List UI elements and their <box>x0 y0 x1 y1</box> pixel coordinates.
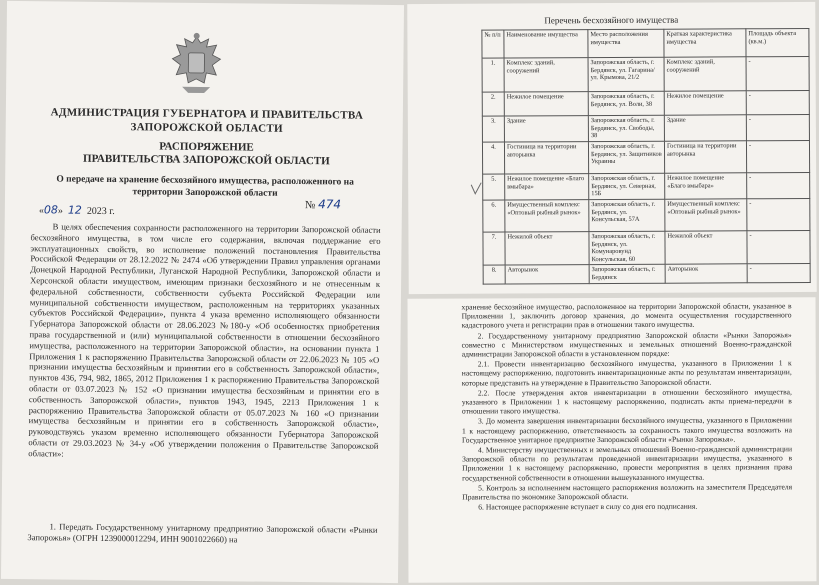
table-cell: Комплекс зданий, сооружений <box>504 58 588 92</box>
clause-paragraph: 2. Государственному унитарному предприятию Запорожской области «Рынки Запорожья» совместно с Министерством имущественных и земельных отношений Военно-гражданской администрации Запорожской области в установленном порядке: <box>461 329 792 359</box>
administration-title-line: ЗАПОРОЖСКОЙ ОБЛАСТИ <box>130 121 283 135</box>
column-header: Краткая характеристика имущества <box>664 29 746 57</box>
table-cell: Гостиница на территории авторынка <box>504 142 588 174</box>
clauses-text <box>462 301 793 513</box>
table-cell: Нежилое помещение «Благо вмыбара» <box>665 173 747 199</box>
table-cell: - <box>747 198 810 230</box>
column-header: № п/п <box>482 30 504 58</box>
table-row <box>482 114 809 142</box>
table-cell: Имущественный комплекс «Оптовый рыбный рынок» <box>665 199 747 231</box>
table-cell: - <box>746 90 809 114</box>
document-type-line: ПРАВИТЕЛЬСТВА ЗАПОРОЖСКОЙ ОБЛАСТИ <box>82 152 330 168</box>
table-cell: Запорожская область, г. Бердянск <box>589 265 665 284</box>
appendix-title: Перечень бесхозяйного имущества <box>544 14 679 26</box>
date-quote: » <box>57 205 63 217</box>
column-header: Наименование имущества <box>504 30 588 58</box>
document-type-line: РАСПОРЯЖЕНИЕ <box>159 140 254 154</box>
number-value: 474 <box>318 197 342 212</box>
document-page-first <box>1 1 404 583</box>
document-type-heading <box>31 139 381 169</box>
table-cell: Здание <box>664 115 746 141</box>
table-cell: Гостиница на территории авторынка <box>664 141 746 173</box>
table-cell: Нежилое помещение <box>504 92 588 116</box>
table-cell: Нежилое помещение «Благо вмыбара» <box>505 174 589 200</box>
table-cell: 7. <box>483 232 505 265</box>
table-cell: Запорожская область, г. Бердянск, ул. Свободы, 38 <box>588 115 664 141</box>
column-header: Площадь объекта (кв.м.) <box>746 28 809 56</box>
clause-1-paragraph: 1. Передать Государственному унитарному предприятию Запорожской области «Рынки Запорожья» (ОГРН 1239000012294, ИНН 9001022660) на <box>27 521 378 545</box>
table-cell: 3. <box>482 116 504 142</box>
column-header: Место расположения имущества <box>588 29 664 57</box>
table-row <box>482 56 809 92</box>
table-cell: Запорожская область, г. Бердянск, ул. Комунаровунд Консульская, 60 <box>589 231 665 265</box>
document-number <box>305 197 341 211</box>
table-cell: - <box>746 114 809 140</box>
table-row <box>483 264 810 284</box>
table-cell: - <box>747 230 810 264</box>
table-cell: - <box>746 56 809 90</box>
table-cell: - <box>747 172 810 198</box>
table-cell: Нежилой объект <box>505 232 589 266</box>
table-cell: Запорожская область, г. Бердянск, ул. Воли, 38 <box>588 91 664 115</box>
table-cell: Комплекс зданий, сооружений <box>664 57 746 91</box>
table-cell: Запорожская область, г. Бердянск, ул. Консульская, 57А <box>589 199 665 231</box>
date-month: 12 <box>67 203 82 217</box>
administration-title <box>32 105 382 137</box>
document-date <box>39 203 115 217</box>
table-cell: 4. <box>482 142 504 174</box>
table-row <box>483 198 810 232</box>
coat-of-arms-emblem <box>164 31 229 98</box>
handwritten-tick-icon <box>470 182 482 196</box>
table-cell: - <box>747 264 810 283</box>
table-cell: Здание <box>504 116 588 142</box>
date-quote: « <box>38 205 44 217</box>
clause-paragraph: 2.2. После утверждения актов инвентаризации в отношении бесхозяйного имущества, указанного в Приложении 1 к настоящему распоряжению, подписать акты приема-передачи в отношении такого имущества. <box>461 387 792 416</box>
table-cell: Запорожская область, г. Бердянск, ул. Северная, 15Б <box>589 173 665 199</box>
table-cell: 5. <box>483 174 505 200</box>
clause-paragraph: 2.1. Провести инвентаризацию бесхозяйного имущества, указанного в Приложении 1 к настоящему распоряжению, подготовить инвентаризационные акты по результатам инвентаризации, которые представить на утверждение в Правительство Запорожской области. <box>461 358 792 388</box>
clause-paragraph: 4. Министерству имущественных и земельных отношений Военно-гражданской администрации Запорожской области по результатам проведенной инвентаризации имущества, указанного в Приложении 1 к настоящему распоряжению, провести мероприятия в целях признания права государственной собственности в отношении вышеуказанного имущества. <box>462 444 793 483</box>
property-table <box>481 28 810 284</box>
administration-title-line: АДМИНИСТРАЦИЯ ГУБЕРНАТОРА И ПРАВИТЕЛЬСТВА <box>50 106 364 122</box>
date-year: 2023 г. <box>86 205 115 218</box>
table-cell: 2. <box>482 92 504 116</box>
table-cell: Авторынок <box>665 264 747 283</box>
table-row <box>483 172 810 200</box>
clause-paragraph: 3. До момента завершения инвентаризации бесхозяйного имущества, указанного в Приложении 1 к настоящему распоряжению, ответственность за сохранность такого имущества возложить на Государственное унитарное предприятие Запорожской области «Рынки Запорожья». <box>461 415 792 445</box>
table-row <box>482 90 809 116</box>
document-subject-line: территории Запорожской области <box>132 187 278 199</box>
table-cell: - <box>746 140 809 172</box>
table-cell: Запорожская область, г. Бердянск, ул. Гагарина/ул. Крымова, 21/2 <box>588 57 664 91</box>
preamble-paragraph: В целях обеспечения сохранности расположенного на территории Запорожской области бесхозяйного имущества, в том числе его содержания, включая поддержание его эксплуатационных свойств, во исполнение положений постановления Правительства Российской Федерации от 28.12.2022 № 2474 «Об утверждении Правил управления органами Донецкой Народной Республики, Луганской Народной Республики, Запорожской области и Херсонской области имуществом, имеющим признаки бесхозяйного и не отнесенным к федеральной собственности, собственности субъекта Российской Федерации или муниципальной собственности имуществом, расположенным на территориях указанных субъектов Российской Федерации», пункта 4 указа временно исполняющего обязанности Губернатора Запорожской области от 28.06.2023 №180-у «Об особенностях приобретения права государственной и (или) муниципальной собственности в отношении бесхозяйного имущества, расположенного на территории Запорожской области», на основании пункта 1 Приложения 1 к распоряжению Правительства Запорожской области от 22.06.2023 № 105 «О признании имущества бесхозяйным и принятии его в собственность Запорожской области», пунктов 436, 794, 982, 1865, 2012 Приложения 1 к распоряжению Правительства Запорожской области от 03.07.2023 № 152 «О признании имущества бесхозяйным и принятии его в собственность Запорожской области», пунктов 1943, 1945, 2213 Приложения 1 к распоряжению Правительства Запорожской области от 05.07.2023 № 160 «О признании имущества бесхозяйным и принятии его в собственность Запорожской области», руководствуясь указом временно исполняющего обязанности Губернатора Запорожской области от 29.03.2023 № 34-у «Об утверждении положения о Правительстве Запорожской области»: <box>28 221 381 459</box>
number-sign: № <box>304 199 316 212</box>
table-cell: Нежилой объект <box>665 231 747 265</box>
date-day: 08 <box>43 203 58 217</box>
table-cell: Запорожская область, г. Бердянск, ул. Защитников Украины <box>588 141 664 173</box>
document-page-appendix <box>407 2 817 294</box>
table-row <box>483 230 810 265</box>
table-cell: Авторынок <box>505 265 589 284</box>
document-page-second <box>408 297 817 582</box>
document-subject-line: О передаче на хранение бесхозяйного имущества, расположенного на <box>56 174 354 188</box>
table-cell: 8. <box>483 265 505 283</box>
clause-paragraph: 6. Настоящее распоряжение вступает в силу со дня его подписания. <box>478 501 698 512</box>
table-cell: Имущественный комплекс «Оптовый рыбный рынок» <box>505 200 589 232</box>
table-row <box>482 140 809 174</box>
table-cell: 6. <box>483 200 505 232</box>
clause-paragraph: хранение бесхозяйное имущество, расположенное на территории Запорожской области, указанное в Приложении 1, заключить договор хранения, до момента осуществления государственного кадастрового учета и регистрации прав в отношении такого имущества. <box>461 301 792 330</box>
table-header-row <box>482 28 809 58</box>
table-cell: Нежилое помещение <box>664 91 746 115</box>
clause-paragraph: 5. Контроль за исполнением настоящего распоряжения возложить на заместителя Председателя Правительства по экономике Запорожской области. <box>462 482 793 502</box>
table-cell: 1. <box>482 58 504 92</box>
